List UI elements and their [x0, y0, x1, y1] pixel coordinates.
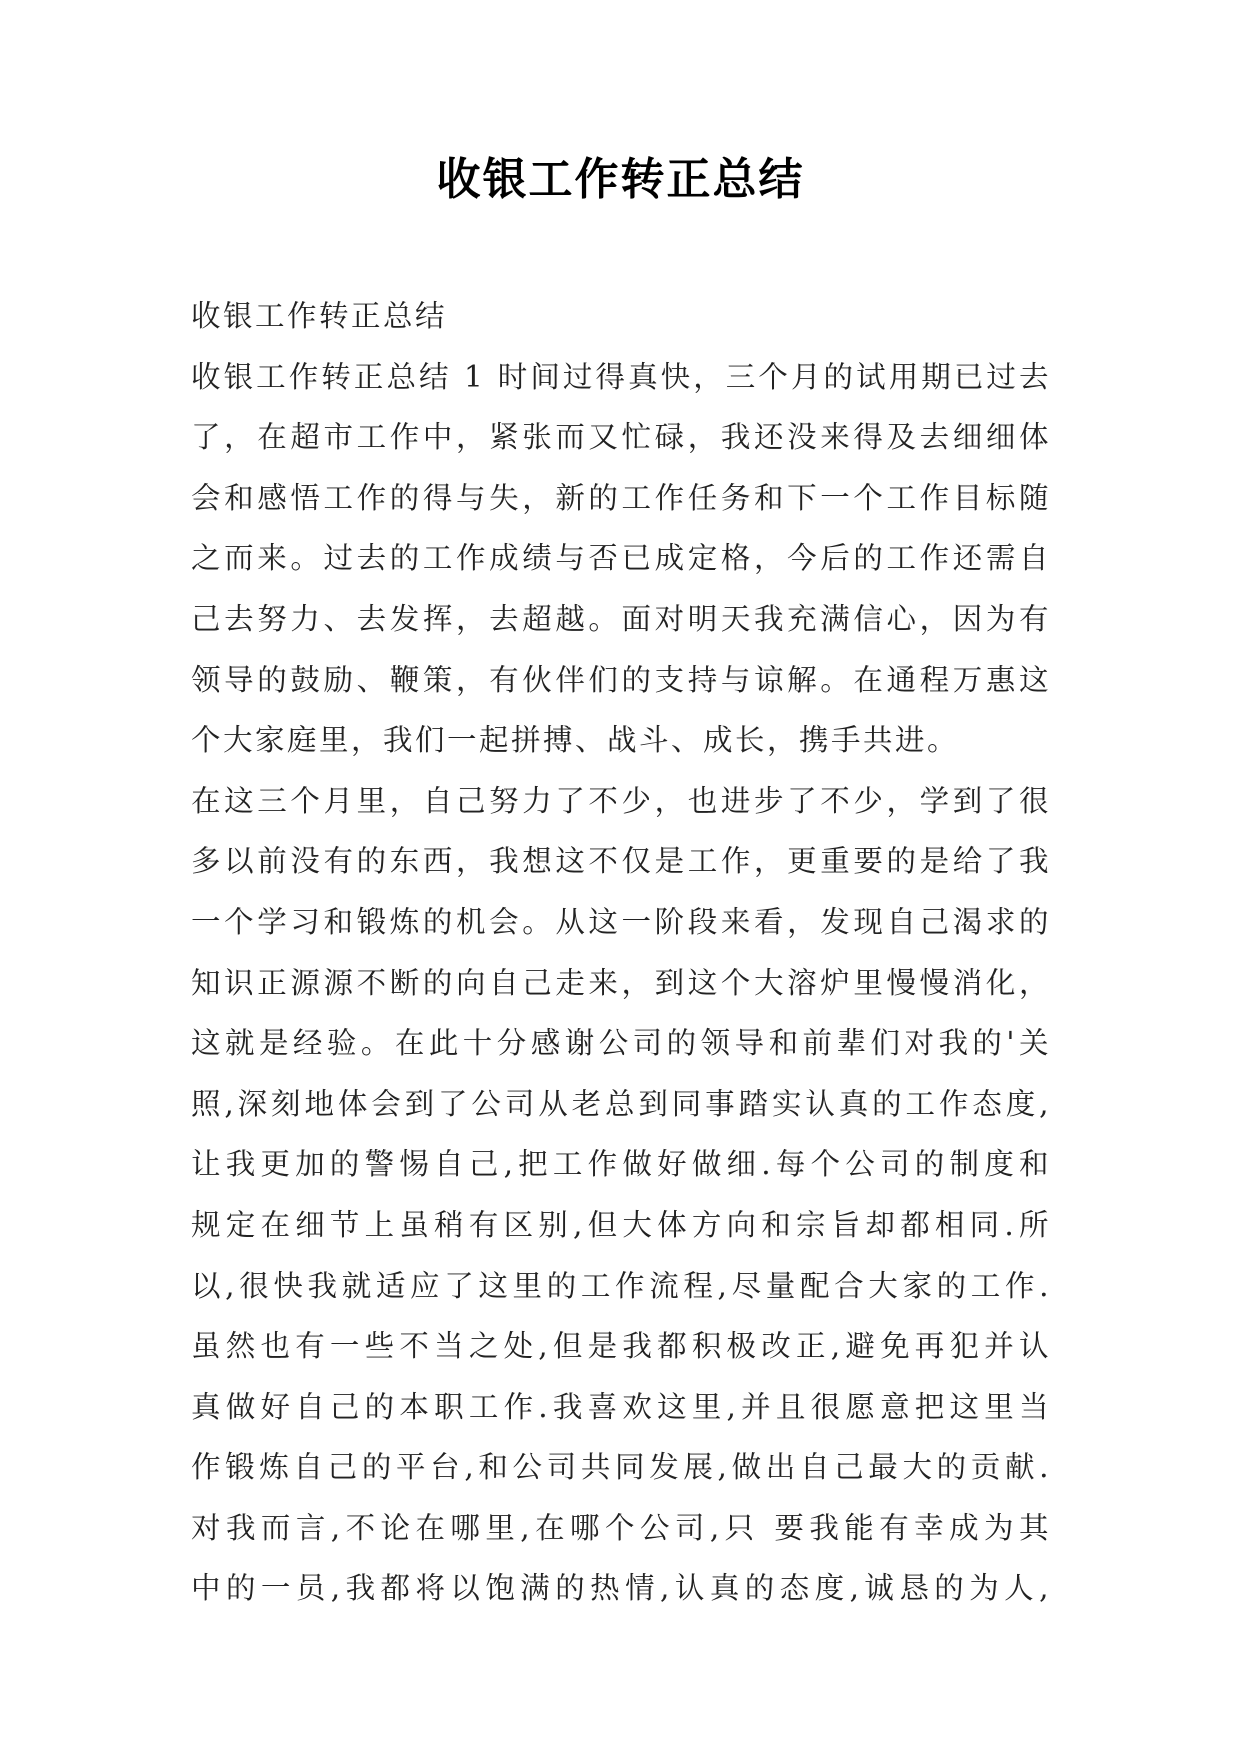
body-line: 个大家庭里，我们一起拼搏、战斗、成长，携手共进。 [191, 723, 960, 758]
body-line: 中的一员,我都将以饱满的热情,认真的态度,诚恳的为人, [191, 1571, 1051, 1606]
body-line: 真做好自己的本职工作.我喜欢这里,并且很愿意把这里当 [191, 1389, 1051, 1424]
body-line: 知识正源源不断的向自己走来，到这个大溶炉里慢慢消化， [191, 965, 1051, 1000]
document-title: 收银工作转正总结 [436, 154, 805, 205]
body-line: 己去努力、去发挥，去超越。面对明天我充满信心，因为有 [191, 601, 1051, 636]
body-line: 以,很快我就适应了这里的工作流程,尽量配合大家的工作. [191, 1268, 1051, 1303]
body-line: 领导的鼓励、鞭策，有伙伴们的支持与谅解。在通程万惠这 [191, 662, 1051, 697]
body-line: 一个学习和锻炼的机会。从这一阶段来看，发现自己渴求的 [191, 904, 1051, 939]
body-line: 会和感悟工作的得与失，新的工作任务和下一个工作目标随 [191, 480, 1051, 515]
body-line: 了，在超市工作中，紧张而又忙碌，我还没来得及去细细体 [191, 420, 1051, 455]
body-line: 照,深刻地体会到了公司从老总到同事踏实认真的工作态度, [191, 1086, 1051, 1121]
body-line: 收银工作转正总结 1 时间过得真快，三个月的试用期已过去 [191, 359, 1051, 394]
body-line: 虽然也有一些不当之处,但是我都积极改正,避免再犯并认 [191, 1329, 1051, 1364]
body-line: 之而来。过去的工作成绩与否已成定格，今后的工作还需自 [191, 541, 1051, 576]
body-line: 在这三个月里，自己努力了不少，也进步了不少，学到了很 [191, 783, 1051, 818]
body-line: 收银工作转正总结 [191, 299, 448, 333]
body-line: 规定在细节上虽稍有区别,但大体方向和宗旨却都相同.所 [191, 1207, 1051, 1242]
document-body [191, 286, 1051, 1619]
body-line: 多以前没有的东西，我想这不仅是工作，更重要的是给了我 [191, 844, 1051, 879]
body-line: 对我而言,不论在哪里,在哪个公司,只 要我能有幸成为其 [191, 1510, 1051, 1545]
body-line: 这就是经验。在此十分感谢公司的领导和前辈们对我的'关 [191, 1026, 1051, 1061]
body-line: 让我更加的警惕自己,把工作做好做细.每个公司的制度和 [191, 1147, 1051, 1182]
body-line: 作锻炼自己的平台,和公司共同发展,做出自己最大的贡献. [191, 1450, 1051, 1485]
